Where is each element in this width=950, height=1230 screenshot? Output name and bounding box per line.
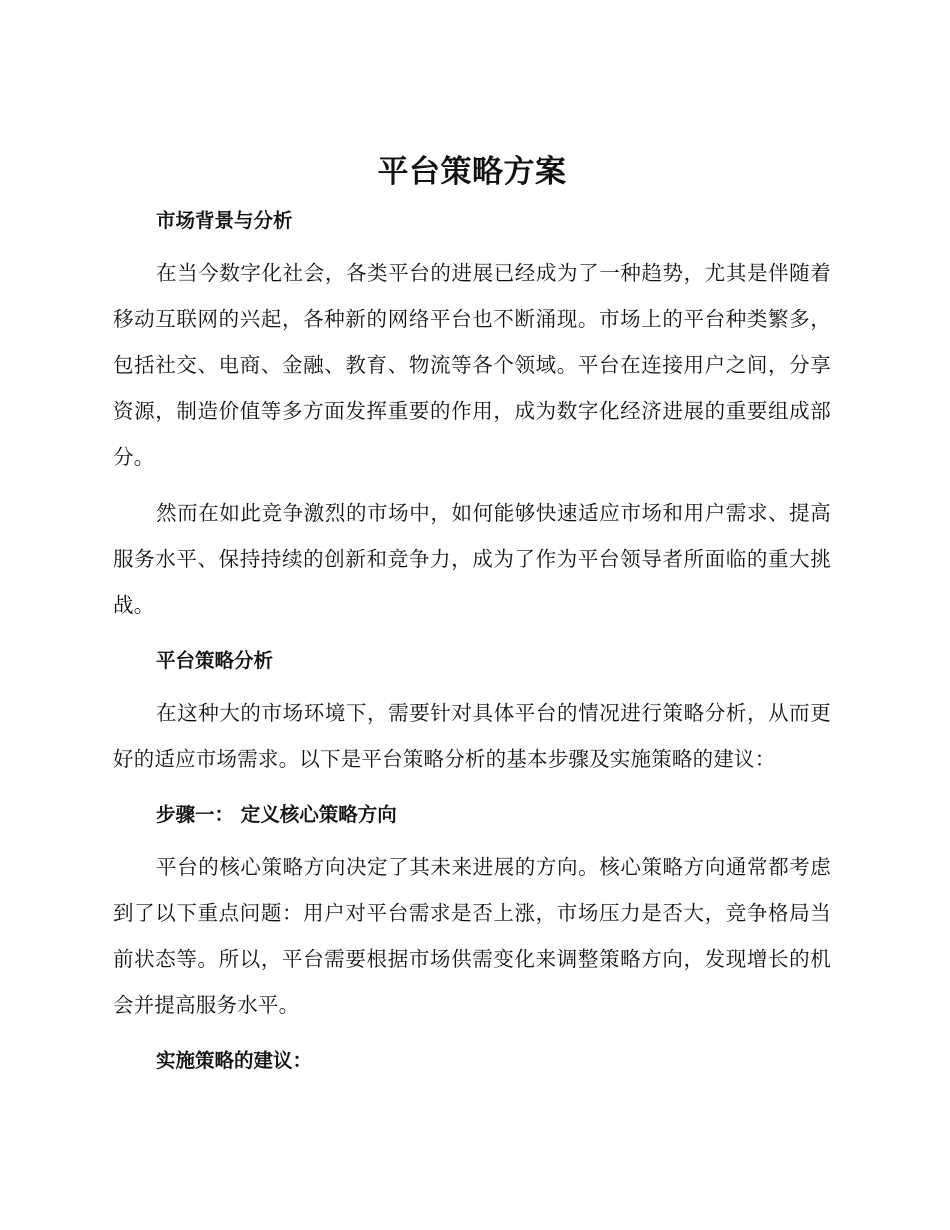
paragraph-strategy-analysis-1: 在这种大的市场环境下，需要针对具体平台的情况进行策略分析，从而更好的适应市场需求。以下是平台策略分析的基本步骤及实施策略的建议： <box>113 701 831 771</box>
document-title: 平台策略方案 <box>377 154 567 190</box>
document-content <box>113 148 831 1084</box>
section-heading-market-background: 市场背景与分析 <box>156 209 293 232</box>
paragraph-step-one-1: 平台的核心策略方向决定了其未来进展的方向。核心策略方向通常都考虑到了以下重点问题：用户对平台需求是否上涨，市场压力是否大，竞争格局当前状态等。所以，平台需要根据市场供需变化来调整策略方向，发现增长的机会并提高服务水平。 <box>113 855 831 1017</box>
section-heading-implementation-suggestions: 实施策略的建议： <box>156 1049 313 1072</box>
paragraph-market-background-2: 然而在如此竞争激烈的市场中，如何能够快速适应市场和用户需求、提高服务水平、保持持续的创新和竞争力，成为了作为平台领导者所面临的重大挑战。 <box>113 501 831 617</box>
paragraph-market-background-1: 在当今数字化社会，各类平台的进展已经成为了一种趋势，尤其是伴随着移动互联网的兴起，各种新的网络平台也不断涌现。市场上的平台种类繁多，包括社交、电商、金融、教育、物流等各个领域。平台在连接用户之间，分享资源，制造价值等多方面发挥重要的作用，成为数字化经济进展的重要组成部分。 <box>113 261 831 469</box>
section-heading-step-one: 步骤一： 定义核心策略方向 <box>156 803 397 826</box>
section-heading-strategy-analysis: 平台策略分析 <box>156 649 274 672</box>
